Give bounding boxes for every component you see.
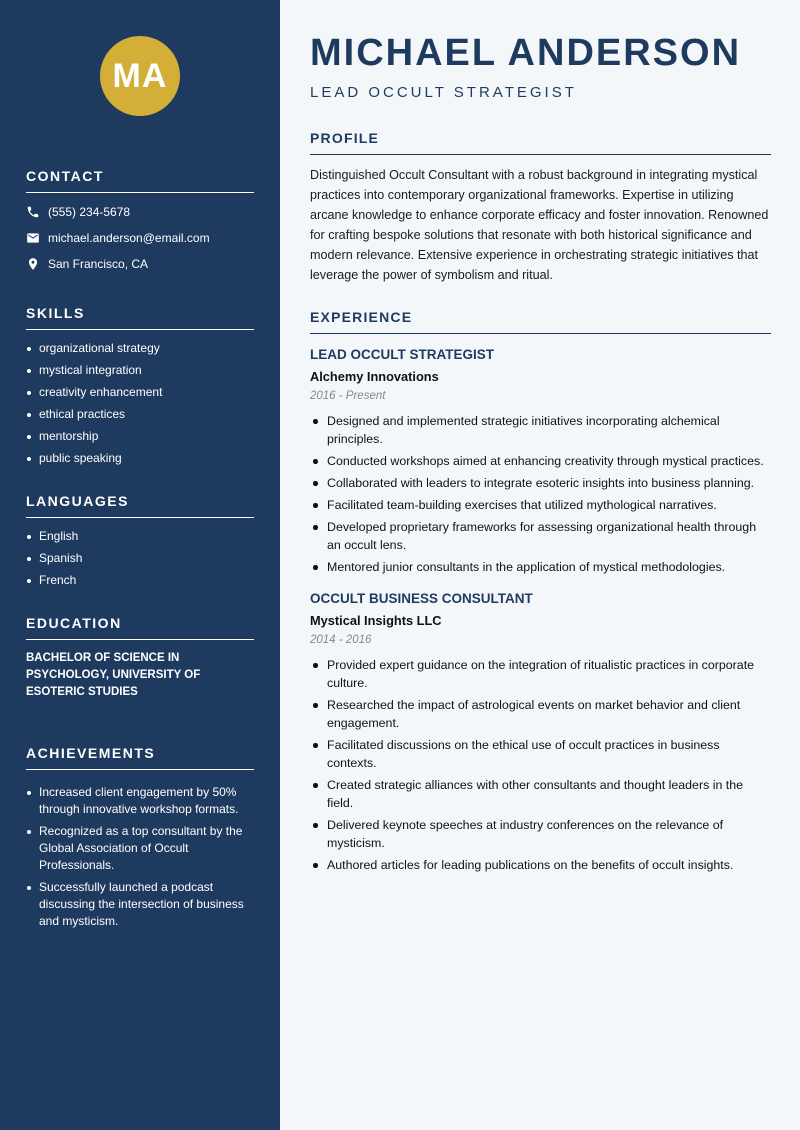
list-item: Developed proprietary frameworks for assessing organizational health through an occult lens. — [310, 518, 771, 554]
experience-heading: EXPERIENCE — [310, 309, 771, 334]
job-company: Mystical Insights LLC — [310, 613, 442, 628]
list-item: Conducted workshops aimed at enhancing creativity through mystical practices. — [310, 452, 771, 470]
contact-email — [26, 225, 254, 251]
contact-heading: CONTACT — [26, 168, 254, 193]
job-dates: 2014 - 2016 — [310, 634, 372, 646]
education-degree: BACHELOR OF SCIENCE IN PSYCHOLOGY, UNIVERSITY OF ESOTERIC STUDIES — [26, 652, 201, 698]
achievements-list — [26, 784, 254, 930]
languages-section — [26, 493, 254, 589]
job-entry — [310, 346, 771, 576]
education-section — [26, 615, 254, 701]
skills-list — [26, 340, 254, 467]
profile-text: Distinguished Occult Consultant with a robust background in integrating mystical practices into contemporary organizational frameworks. Expertise in utilizing arcane knowledge to enhance corporate efficacy and foster innovation. Renowned for crafting bespoke solutions that resonate with both historical significance and modern relevance. Extensive experience in orchestrating strategic initiatives that leverage the power of symbolism and ritual. — [310, 168, 769, 282]
list-item: French — [26, 572, 254, 589]
headline: LEAD OCCULT STRATEGIST — [310, 84, 577, 101]
education-heading: EDUCATION — [26, 615, 254, 640]
location-text: San Francisco, CA — [48, 257, 149, 271]
contact-section — [26, 168, 254, 277]
phone-icon — [26, 205, 40, 219]
list-item: Provided expert guidance on the integration of ritualistic practices in corporate culture. — [310, 656, 771, 692]
contact-phone — [26, 199, 254, 225]
list-item: organizational strategy — [26, 340, 254, 357]
list-item: ethical practices — [26, 406, 254, 423]
list-item: mentorship — [26, 428, 254, 445]
list-item: mystical integration — [26, 362, 254, 379]
skills-heading: SKILLS — [26, 305, 254, 330]
job-title: LEAD OCCULT STRATEGIST — [310, 347, 494, 362]
job-duties — [310, 412, 771, 576]
list-item: Designed and implemented strategic initiatives incorporating alchemical principles. — [310, 412, 771, 448]
list-item: Facilitated discussions on the ethical use of occult practices in business contexts. — [310, 736, 771, 772]
profile-section — [310, 130, 771, 285]
job-entry — [310, 590, 771, 874]
list-item: English — [26, 528, 254, 545]
phone-text: (555) 234-5678 — [48, 205, 131, 219]
contact-location — [26, 251, 254, 277]
list-item: Authored articles for leading publications on the benefits of occult insights. — [310, 856, 771, 874]
job-dates: 2016 - Present — [310, 390, 386, 402]
experience-section — [310, 309, 771, 874]
list-item: creativity enhancement — [26, 384, 254, 401]
avatar — [100, 36, 180, 116]
languages-heading: LANGUAGES — [26, 493, 254, 518]
sidebar — [0, 0, 280, 1130]
full-name: MICHAEL ANDERSON — [310, 32, 742, 74]
list-item: Delivered keynote speeches at industry conferences on the relevance of mysticism. — [310, 816, 771, 852]
list-item: Spanish — [26, 550, 254, 567]
avatar-initials: MA — [112, 56, 168, 95]
list-item: Successfully launched a podcast discussing the intersection of business and mysticism. — [26, 879, 254, 930]
profile-heading: PROFILE — [310, 130, 771, 155]
contact-list — [26, 199, 254, 277]
list-item: public speaking — [26, 450, 254, 467]
list-item: Collaborated with leaders to integrate esoteric insights into business planning. — [310, 474, 771, 492]
location-pin-icon — [26, 257, 40, 271]
skills-section — [26, 305, 254, 467]
job-company: Alchemy Innovations — [310, 369, 439, 384]
achievements-heading: ACHIEVEMENTS — [26, 745, 254, 770]
list-item: Created strategic alliances with other consultants and thought leaders in the field. — [310, 776, 771, 812]
list-item: Recognized as a top consultant by the Global Association of Occult Professionals. — [26, 823, 254, 874]
email-text: michael.anderson@email.com — [48, 231, 210, 245]
list-item: Facilitated team-building exercises that utilized mythological narratives. — [310, 496, 771, 514]
job-duties — [310, 656, 771, 874]
list-item: Increased client engagement by 50% through innovative workshop formats. — [26, 784, 254, 818]
achievements-section — [26, 745, 254, 930]
email-icon — [26, 231, 40, 245]
languages-list — [26, 528, 254, 589]
list-item: Researched the impact of astrological events on market behavior and client engagement. — [310, 696, 771, 732]
main-content — [280, 0, 800, 1130]
list-item: Mentored junior consultants in the application of mystical methodologies. — [310, 558, 771, 576]
job-title: OCCULT BUSINESS CONSULTANT — [310, 591, 533, 606]
